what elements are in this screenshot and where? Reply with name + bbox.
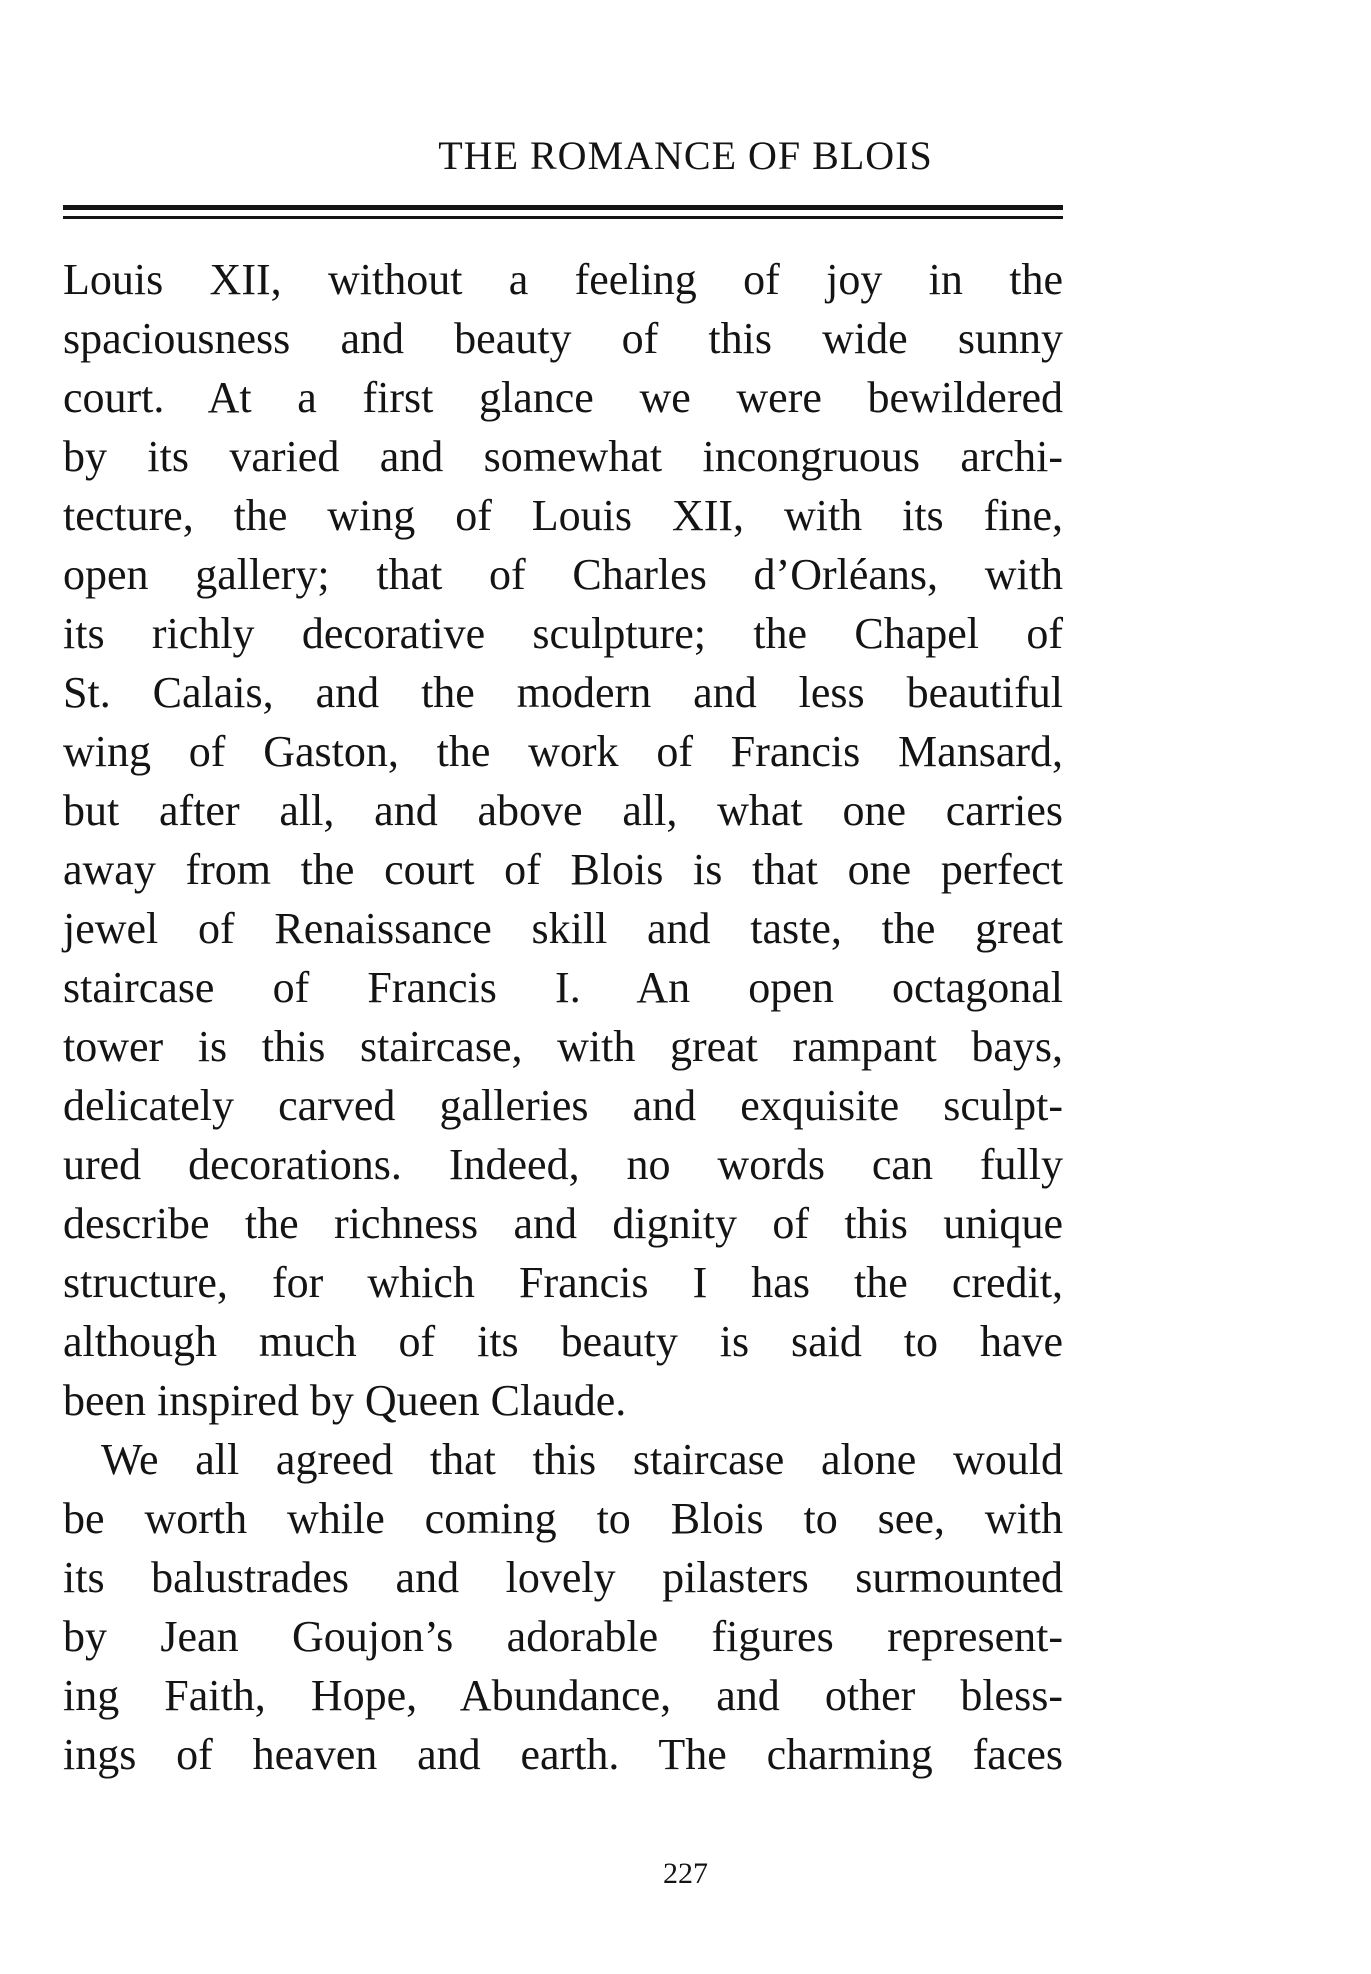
text-line: Louis XII, without a feeling of joy in the [63,255,1063,304]
header-rule-thick [63,205,1063,210]
text-line: We all agreed that this staircase alone would [101,1435,1063,1484]
text-line: describe the richness and dignity of this unique [63,1199,1063,1248]
text-line: structure, for which Francis I has the credit, [63,1258,1063,1307]
text-line: spaciousness and beauty of this wide sunny [63,314,1063,363]
text-line: but after all, and above all, what one carries [63,786,1063,835]
text-line: away from the court of Blois is that one perfect [63,845,1063,894]
text-line: court. At a first glance we were bewildered [63,373,1063,422]
text-line: staircase of Francis I. An open octagonal [63,963,1063,1012]
body-text [63,250,1063,1784]
text-line: although much of its beauty is said to have [63,1317,1063,1366]
page-number: 227 [663,1857,708,1890]
text-line: be worth while coming to Blois to see, with [63,1494,1063,1543]
text-line: by Jean Goujon’s adorable figures represent- [63,1612,1063,1661]
text-line: its balustrades and lovely pilasters surmounted [63,1553,1063,1602]
text-line: St. Calais, and the modern and less beautiful [63,668,1063,717]
header-rule-thin [63,216,1063,219]
text-line: tower is this staircase, with great rampant bays, [63,1022,1063,1071]
text-line: ured decorations. Indeed, no words can fully [63,1140,1063,1189]
running-head: THE ROMANCE OF BLOIS [438,133,933,178]
text-line: ings of heaven and earth. The charming faces [63,1730,1063,1779]
text-line: been inspired by Queen Claude. [63,1376,627,1425]
text-line: its richly decorative sculpture; the Chapel of [63,609,1063,658]
text-line: delicately carved galleries and exquisite sculpt- [63,1081,1063,1130]
text-line: wing of Gaston, the work of Francis Mansard, [63,727,1063,776]
text-line: by its varied and somewhat incongruous archi- [63,432,1063,481]
text-line: open gallery; that of Charles d’Orléans, with [63,550,1063,599]
paragraph-1 [63,250,1063,1430]
text-line: jewel of Renaissance skill and taste, the great [63,904,1063,953]
paragraph-2 [63,1430,1063,1784]
text-line: tecture, the wing of Louis XII, with its fine, [63,491,1063,540]
text-line: ing Faith, Hope, Abundance, and other bless- [63,1671,1063,1720]
